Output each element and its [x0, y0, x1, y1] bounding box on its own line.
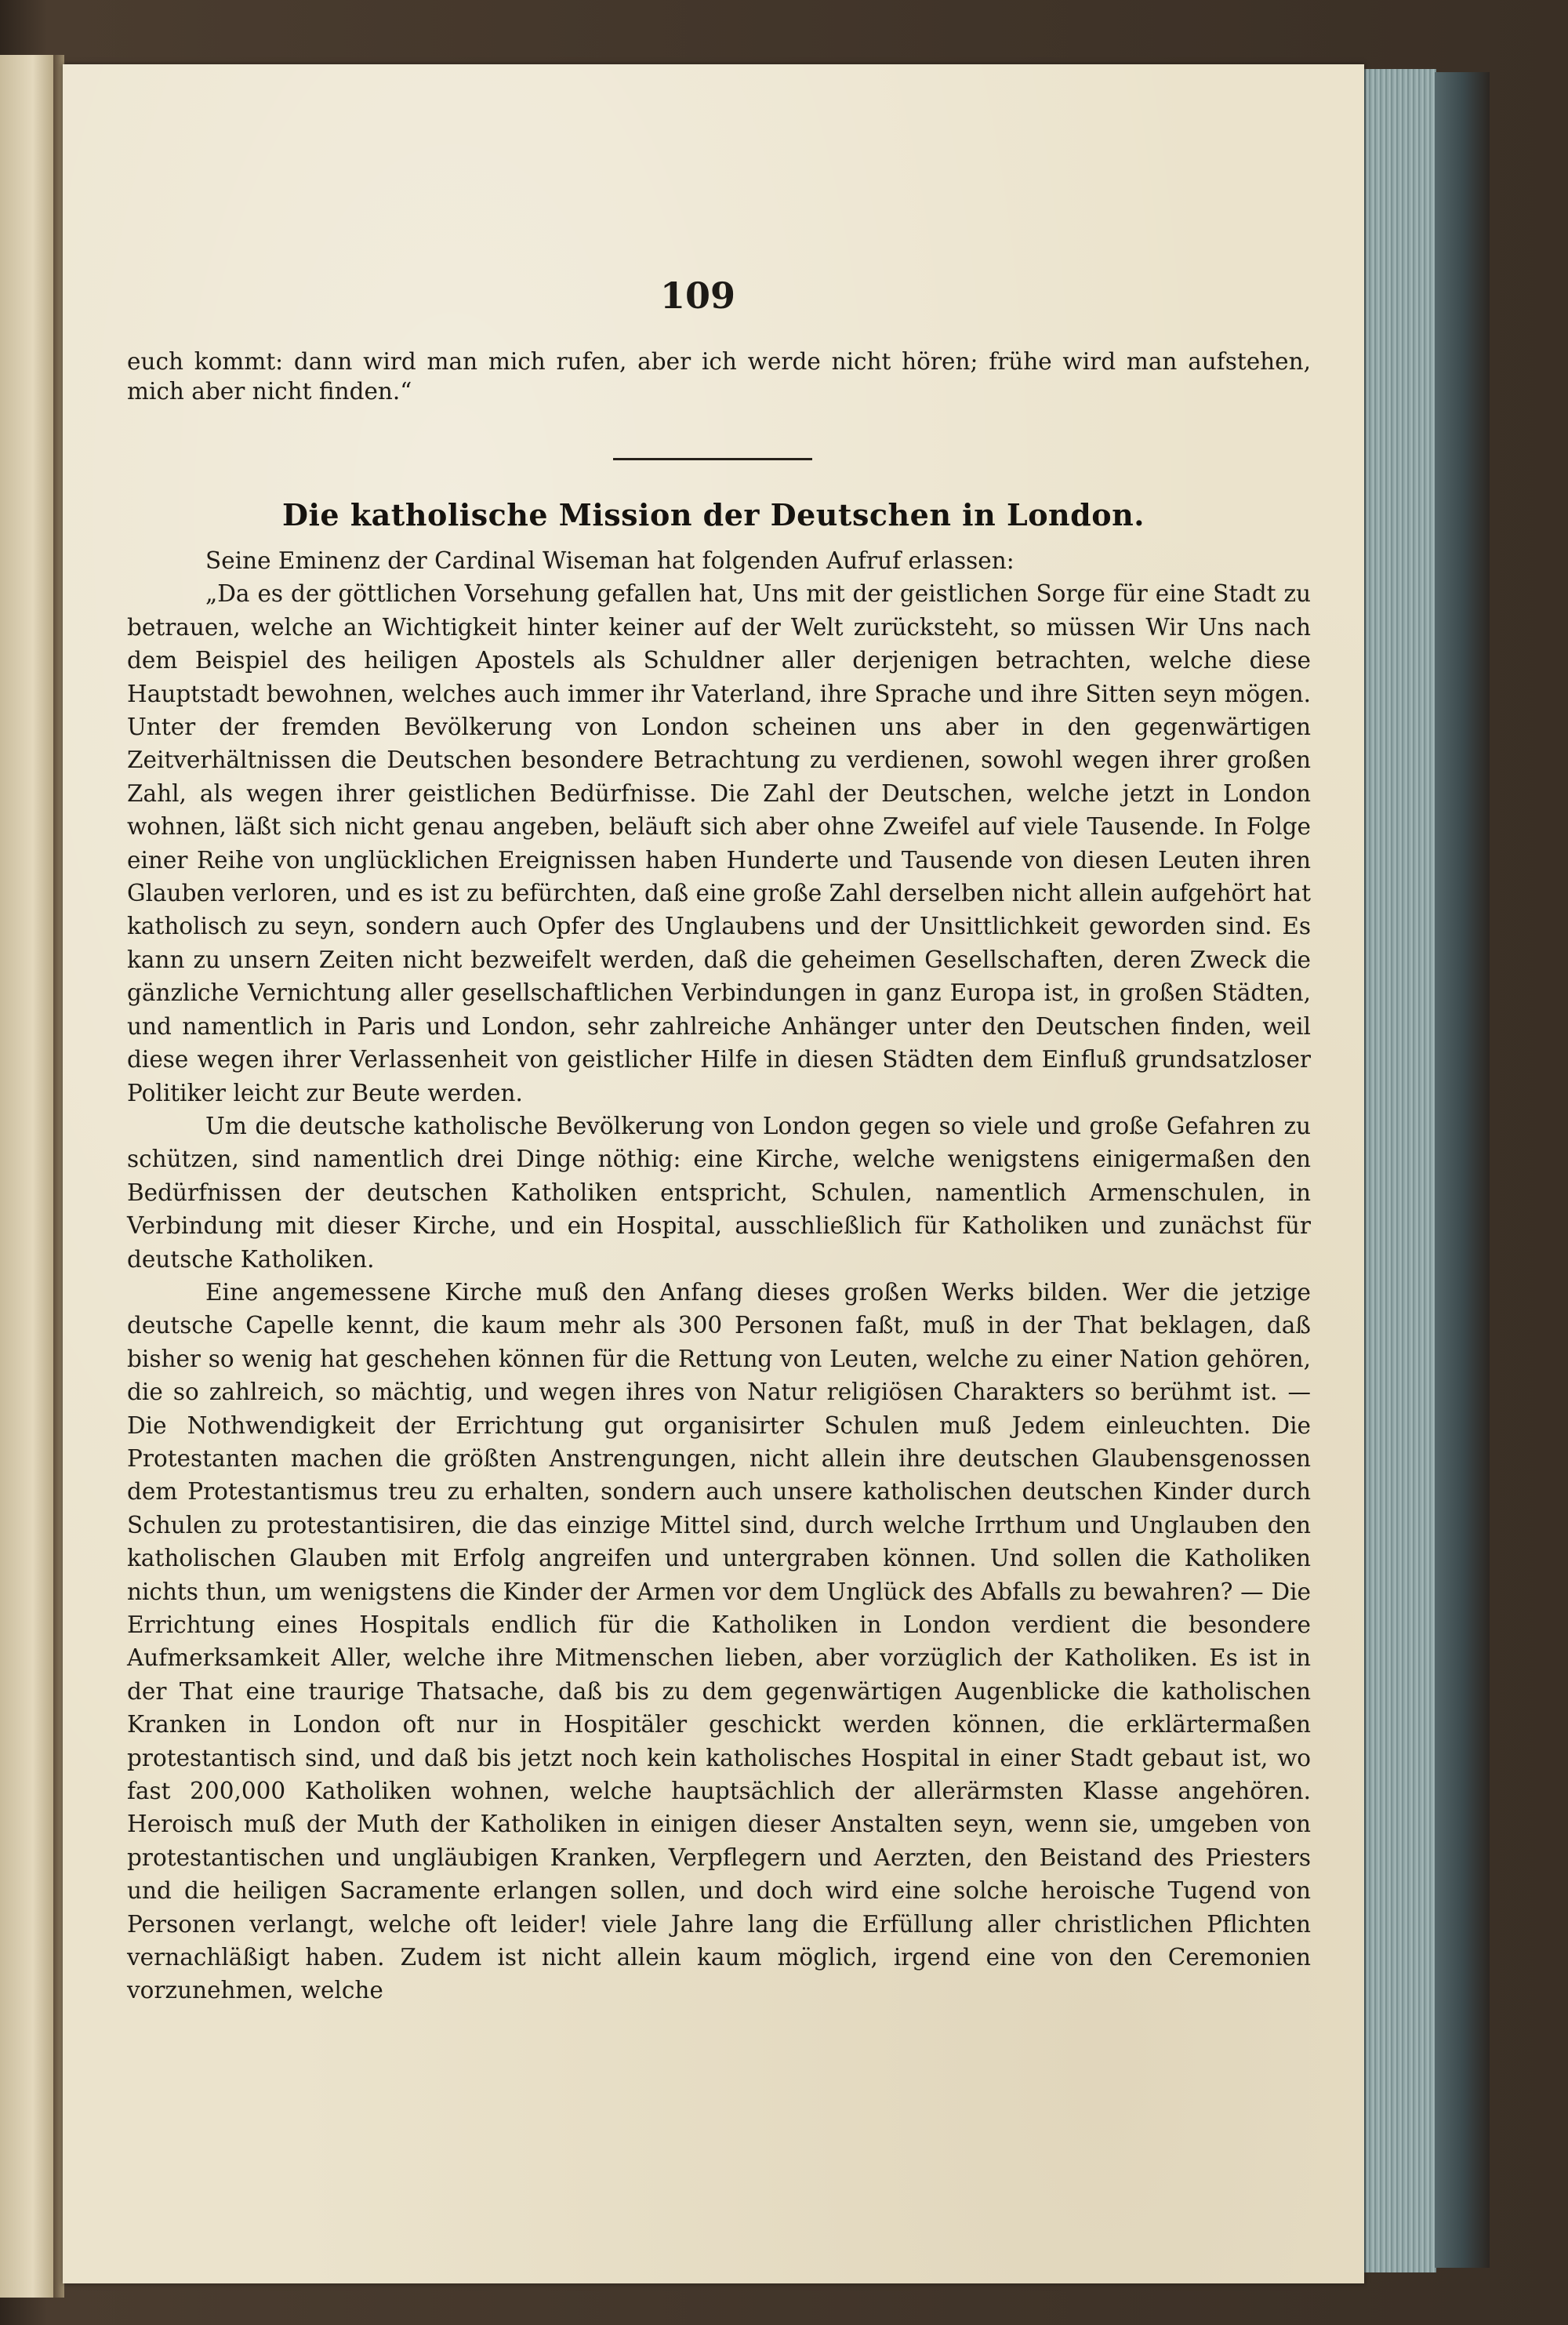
book-page	[63, 64, 1364, 2283]
continuation-paragraph: euch kommt: dann wird man mich rufen, aber ich werde nicht hören; frühe wird man aufstehen, mich aber nicht finden.“	[127, 348, 1311, 405]
page-number: 109	[659, 274, 736, 317]
article-paragraph: Eine angemessene Kirche muß den Anfang dieses großen Werks bilden. Wer die jetzige deutsche Capelle kennt, die kaum mehr als 300 Personen faßt, muß in der That beklagen, daß bisher so wenig hat geschehen können für die Rettung von Leuten, welche zu einer Nation gehören, die so zahlreich, so mächtig, und wegen ihres von Natur religiösen Charakters so berühmt ist. — Die Nothwendigkeit der Errichtung gut organisirter Schulen muß Jedem einleuchten. Die Protestanten machen die größten Anstrengungen, nicht allein ihre deutschen Glaubensgenossen dem Protestantismus treu zu erhalten, sondern auch unsere katholischen deutschen Kinder durch Schulen zu protestantisiren, die das einzige Mittel sind, durch welche Irrthum und Unglauben den katholischen Glauben mit Erfolg angreifen und untergraben können. Und sollen die Katholiken nichts thun, um wenigstens die Kinder der Armen vor dem Unglück des Abfalls zu bewahren? — Die Errichtung eines Hospitals endlich für die Katholiken in London verdient die besondere Aufmerksamkeit Aller, welche ihre Mitmenschen lieben, aber vorzüglich der Katholiken. Es ist in der That eine traurige Thatsache, daß bis zu dem gegenwärtigen Augenblicke die katholischen Kranken in London oft nur in Hospitäler geschickt werden können, die erklärtermaßen protestantisch sind, und daß bis jetzt noch kein katholisches Hospital in einer Stadt gebaut ist, wo fast 200,000 Katholiken wohnen, welche hauptsächlich der allerärmsten Klasse angehören. Heroisch muß der Muth der Katholiken in einigen dieser Anstalten seyn, wenn sie, umgeben von protestantischen und ungläubigen Kranken, Verpflegern und Aerzten, den Beistand des Priesters und die heiligen Sacramente erlangen sollen, und doch wird eine solche heroische Tugend von Personen verlangt, welche oft leider! viele Jahre lang die Erfüllung aller christlichen Pflichten vernachläßigt haben. Zudem ist nicht allein kaum möglich, irgend eine von den Ceremonien vorzunehmen, welche	[127, 1278, 1311, 2004]
previous-page-edge	[0, 55, 56, 2298]
article-paragraph: „Da es der göttlichen Vorsehung gefallen hat, Uns mit der geistlichen Sorge für eine Stadt zu betrauen, welche an Wichtigkeit hinter keiner auf der Welt zurücksteht, so müssen Wir Uns nach dem Beispiel des heiligen Apostels als Schuldner aller derjenigen betrachten, welche diese Hauptstadt bewohnen, welches auch immer ihr Vaterland, ihre Sprache und ihre Sitten seyn mögen. Unter der fremden Bevölkerung von London scheinen uns aber in den gegenwärtigen Zeitverhältnissen die Deutschen besondere Betrachtung zu verdienen, sowohl wegen ihrer großen Zahl, als wegen ihrer geistlichen Bedürfnisse. Die Zahl der Deutschen, welche jetzt in London wohnen, läßt sich nicht genau angeben, beläuft sich aber ohne Zweifel auf viele Tausende. In Folge einer Reihe von unglücklichen Ereignissen haben Hunderte und Tausende von diesen Leuten ihren Glauben verloren, und es ist zu befürchten, daß eine große Zahl derselben nicht allein aufgehört hat katholisch zu seyn, sondern auch Opfer des Unglaubens und der Unsittlichkeit geworden sind. Es kann zu unsern Zeiten nicht bezweifelt werden, daß die geheimen Gesellschaften, deren Zweck die gänzliche Vernichtung aller gesellschaftlichen Verbindungen in ganz Europa ist, in großen Städten, und namentlich in Paris und London, sehr zahlreiche Anhänger unter den Deutschen finden, weil diese wegen ihrer Verlassenheit von geistlicher Hilfe in diesen Städten dem Einfluß grundsatzloser Politiker leicht zur Beute werden.	[127, 580, 1311, 1106]
article-title: Die katholische Mission der Deutschen in London.	[282, 497, 1145, 532]
article-body	[127, 544, 1311, 2007]
article-paragraph: Um die deutsche katholische Bevölkerung von London gegen so viele und große Gefahren zu schützen, sind namentlich drei Dinge nöthig: eine Kirche, welche wenigstens einigermaßen den Bedürfnissen der deutschen Katholiken entspricht, Schulen, namentlich Armenschulen, in Verbindung mit dieser Kirche, und ein Hospital, ausschließlich für Katholiken und zunächst für deutsche Katholiken.	[127, 1112, 1311, 1273]
section-divider	[613, 458, 812, 460]
book-cover-edge	[1435, 72, 1490, 2268]
page-stack-edge	[1364, 69, 1436, 2272]
article-paragraph: Seine Eminenz der Cardinal Wiseman hat folgenden Aufruf erlassen:	[205, 547, 1014, 574]
